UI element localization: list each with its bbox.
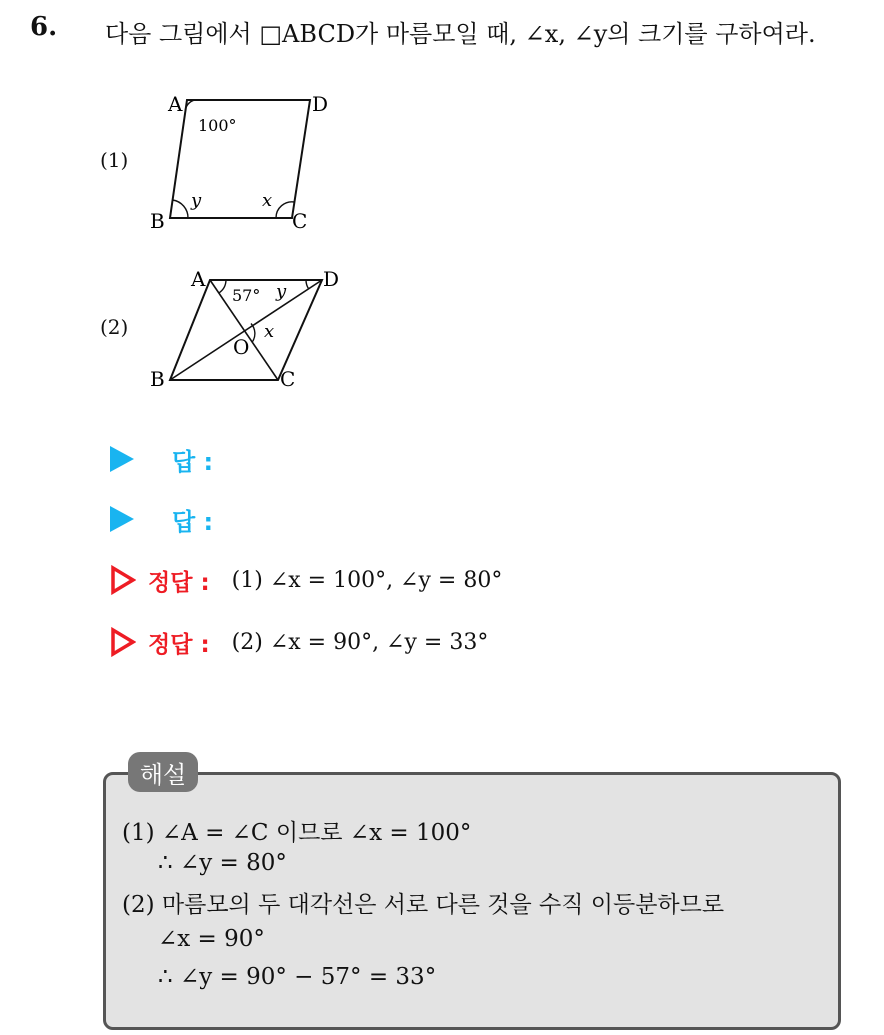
var-x: x	[262, 190, 273, 211]
explanation-line-4: ∠x = 90°	[158, 926, 265, 952]
vertex-a: A	[191, 267, 206, 291]
solution-value: (2) ∠x = 90°, ∠y = 33°	[231, 629, 489, 655]
vertex-b: B	[150, 209, 165, 233]
vertex-c: C	[292, 209, 308, 233]
angle-d-arc	[306, 280, 309, 289]
figure-2-label: (2)	[100, 315, 129, 339]
play-arrow-icon	[110, 446, 134, 472]
figure-1-rhombus	[140, 85, 360, 235]
var-x: x	[264, 321, 275, 342]
figure-1-label: (1)	[100, 148, 129, 172]
question-text: 다음 그림에서 □ABCD가 마름모일 때, ∠x, ∠y의 크기를 구하여라.	[105, 20, 816, 48]
angle-a-arc	[219, 280, 226, 293]
angle-a-value: 57°	[232, 286, 261, 305]
explanation-line-5: ∴ ∠y = 90° − 57° = 33°	[158, 964, 437, 990]
play-arrow-icon	[110, 506, 134, 532]
explanation-line-1: (1) ∠A = ∠C 이므로 ∠x = 100°	[122, 820, 472, 846]
solution-label: 정답 :	[148, 569, 210, 596]
vertex-a: A	[168, 92, 183, 116]
figure-2-rhombus	[140, 262, 360, 402]
vertex-d: D	[323, 267, 340, 291]
answer-row-2	[110, 502, 213, 536]
explanation-line-3: (2) 마름모의 두 대각선은 서로 다른 것을 수직 이등분하므로	[122, 892, 725, 918]
var-y: y	[191, 190, 202, 211]
explanation-line-2: ∴ ∠y = 80°	[158, 850, 287, 876]
vertex-o: O	[233, 335, 250, 359]
vertex-d: D	[312, 92, 329, 116]
solution-value: (1) ∠x = 100°, ∠y = 80°	[231, 567, 503, 593]
vertex-b: B	[150, 367, 165, 391]
var-y: y	[276, 281, 287, 302]
explanation-tab: 해설	[128, 752, 198, 792]
outline-arrow-icon	[110, 627, 136, 657]
outline-arrow-icon	[110, 565, 136, 595]
solution-row-1	[110, 562, 502, 598]
question-number: 6.	[30, 12, 58, 42]
answer-label: 답 :	[172, 507, 214, 536]
answer-label: 답 :	[172, 447, 214, 476]
vertex-c: C	[280, 367, 296, 391]
angle-a-value: 100°	[198, 116, 237, 135]
angle-b-arc	[173, 200, 188, 218]
solution-label: 정답 :	[148, 631, 210, 658]
answer-row-1	[110, 442, 213, 476]
solution-row-2	[110, 624, 488, 660]
